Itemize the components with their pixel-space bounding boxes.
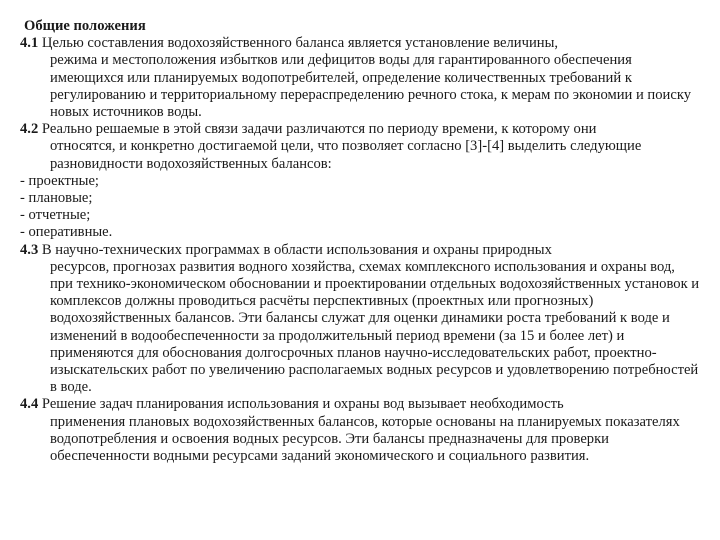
paragraph-first-line: В научно-технических программах в области использования и охраны природных <box>38 241 552 258</box>
paragraph-first-line: Решение задач планирования использования и охраны вод вызывает необходимость <box>38 396 564 413</box>
paragraph-body: относятся, и конкретно достигаемой цели, что позволяет согласно [3]-[4] выделить следующие разновидности водохозяйственных балансов: <box>50 138 642 172</box>
section-heading: Общие положения <box>24 18 146 34</box>
list-item: - отчетные; <box>20 207 91 224</box>
paragraph-4-2 <box>20 121 700 173</box>
paragraph-body: ресурсов, прогнозах развития водного хозяйства, схемах комплексного использования и охраны вод, при технико-экономическом обосновании и проектировании отдельных водохозяйственных установок и комплексов должны проводиться расчёты перспективных (проектных или прогнозных) водохозяйственных балансов. Эти балансы служат для оценки динамики роста требований к воде и изменений в водообеспеченности за продолжительный период времени (за 15 и более лет) и применяются для обоснования долгосрочных планов научно-исследовательских работ, проектно-изыскательских работ по увеличению располагаемых водных ресурсов и удовлетворению потребностей в воде. <box>50 258 700 396</box>
paragraph-number: 4.1 <box>20 35 39 52</box>
paragraph-4-3 <box>20 242 700 397</box>
paragraph-first-line: Реально решаемые в этой связи задачи различаются по периоду времени, к которому они <box>38 121 597 138</box>
list-item: - оперативные. <box>20 224 113 241</box>
paragraph-body: режима и местоположения избытков или дефицитов воды для гарантированного обеспечения имеющихся или планируемых водопотребителей, определение количественных требований к регулированию и территориальному перераспределению речного стока, к мерам по экономии и поиску новых источников воды. <box>50 52 692 121</box>
paragraph-body: применения плановых водохозяйственных балансов, которые основаны на планируемых показателях водопотребления и освоения водных ресурсов. Эти балансы предназначены для проверки обеспеченности водными ресурсами заданий экономического и социального развития. <box>50 413 680 465</box>
paragraph-4-1 <box>20 35 700 121</box>
paragraph-4-4 <box>20 396 700 465</box>
list-item: - проектные; <box>20 172 99 189</box>
paragraph-number: 4.2 <box>20 121 39 138</box>
paragraph-number: 4.4 <box>20 396 39 413</box>
paragraph-first-line: Целью составления водохозяйственного баланса является установление величины, <box>38 35 559 52</box>
list-item: - плановые; <box>20 190 93 207</box>
paragraph-number: 4.3 <box>20 241 39 258</box>
